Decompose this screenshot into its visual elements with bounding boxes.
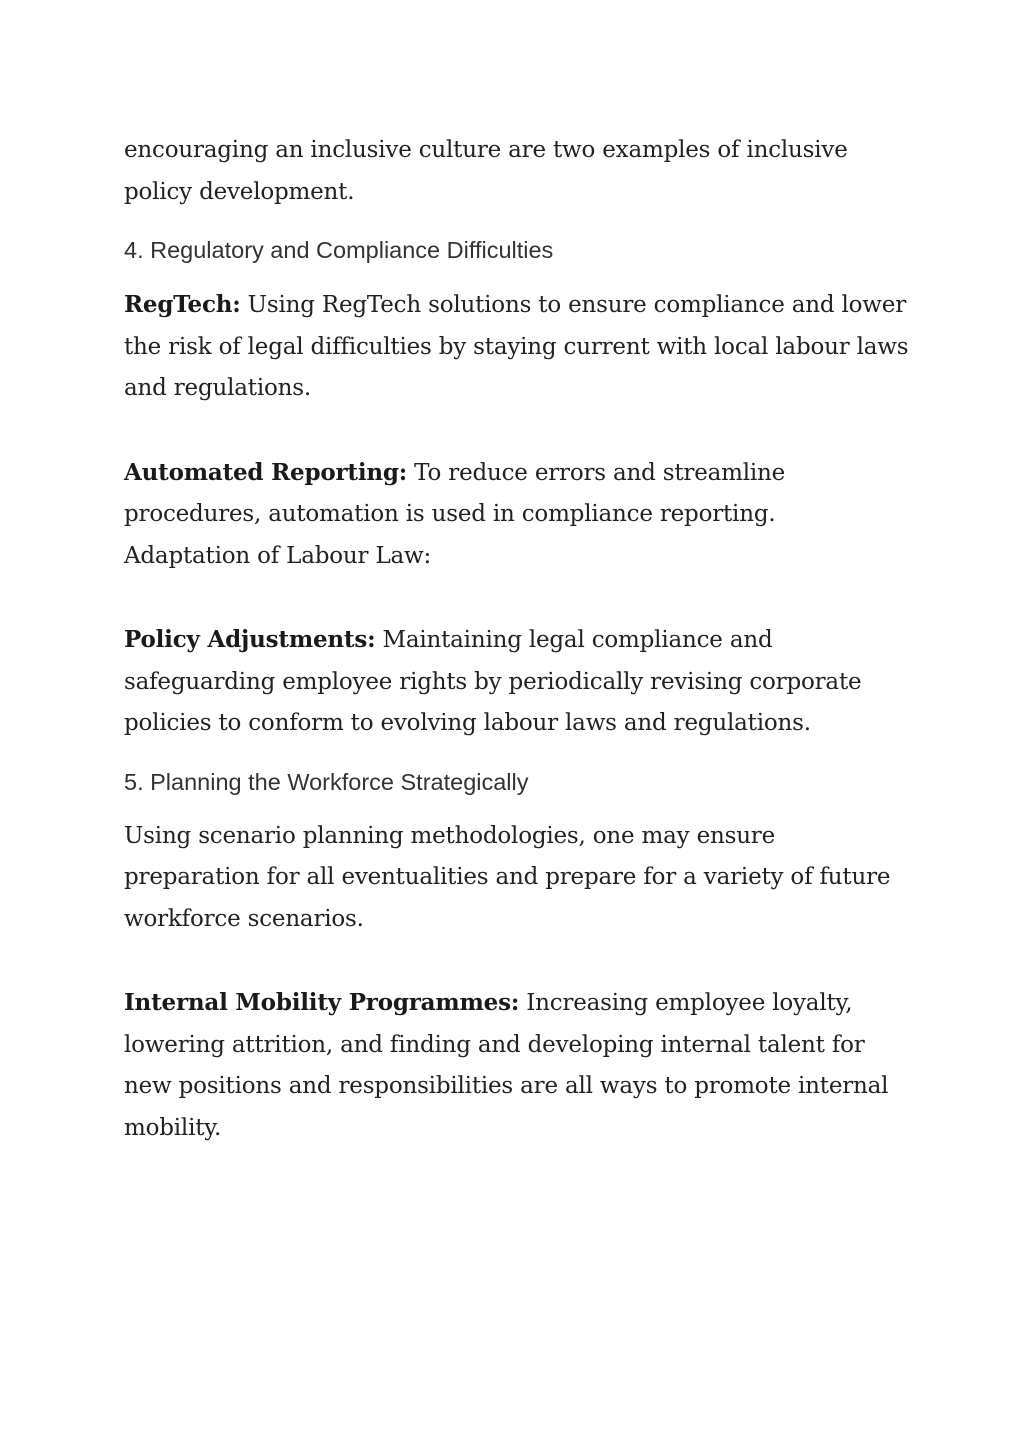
section-5-heading: 5. Planning the Workforce Strategically bbox=[124, 768, 529, 795]
regtech-paragraph bbox=[124, 284, 914, 410]
intro-text: encouraging an inclusive culture are two examples of inclusive policy development. bbox=[124, 137, 848, 205]
policy-adjustments-label: Policy Adjustments: bbox=[124, 626, 376, 653]
automated-reporting-text: To reduce errors and streamline procedures, automation is used in compliance reporting. bbox=[124, 459, 786, 527]
automated-reporting-label: Automated Reporting: bbox=[124, 458, 408, 486]
internal-mobility-label: Internal Mobility Programmes: bbox=[124, 989, 520, 1016]
internal-mobility-text: Increasing employee loyalty, lowering attrition, and finding and developing internal talent for new positions and responsibilities are all ways to promote internal mobility. bbox=[124, 990, 889, 1141]
document-page bbox=[124, 130, 914, 1149]
section-4-heading: 4. Regulatory and Compliance Difficulties bbox=[124, 237, 554, 263]
automated-reporting-paragraph bbox=[124, 452, 914, 536]
labour-law-text: Adaptation of Labour Law: bbox=[124, 542, 432, 569]
scenario-planning-paragraph bbox=[124, 816, 914, 941]
scenario-planning-text: Using scenario planning methodologies, one may ensure preparation for all eventualities and prepare for a variety of future workforce scenarios. bbox=[124, 822, 891, 932]
labour-law-line bbox=[124, 536, 914, 578]
regtech-text: Using RegTech solutions to ensure compliance and lower the risk of legal difficulties by staying current with local labour laws and regulations. bbox=[124, 292, 909, 401]
intro-paragraph bbox=[124, 130, 914, 213]
regtech-label: RegTech: bbox=[124, 291, 241, 318]
policy-adjustments-text: Maintaining legal compliance and safeguarding employee rights by periodically revising corporate policies to conform to evolving labour laws and regulations. bbox=[124, 627, 862, 736]
policy-adjustments-paragraph bbox=[124, 619, 914, 745]
internal-mobility-paragraph bbox=[124, 982, 914, 1149]
